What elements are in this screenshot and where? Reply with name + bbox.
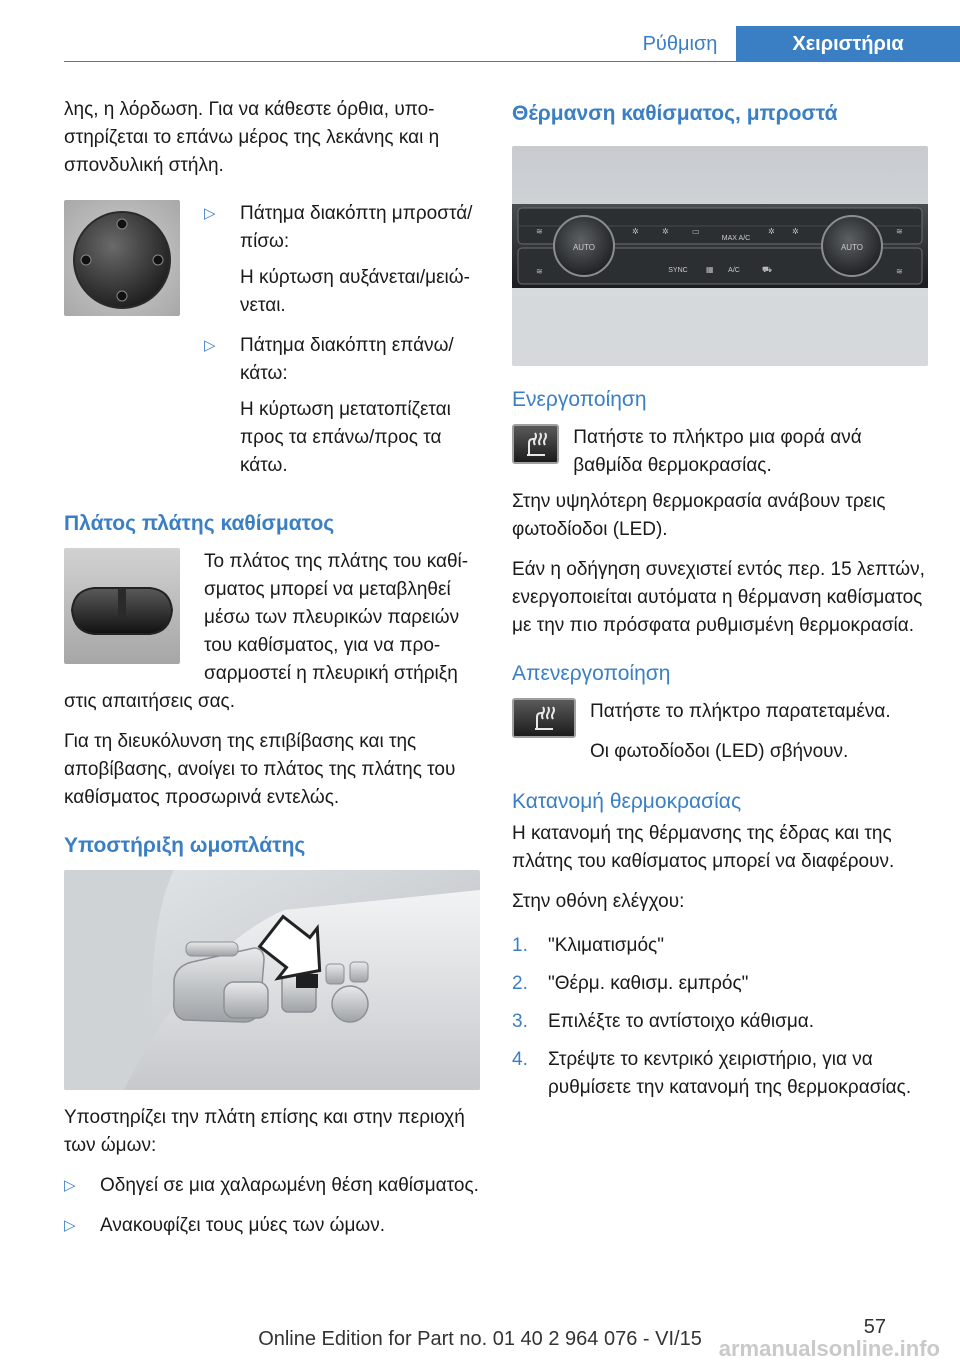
list-item <box>204 332 480 480</box>
list-item <box>64 1212 480 1240</box>
seat-heating-icon <box>512 424 559 464</box>
header-rule <box>64 61 960 62</box>
tab-setting[interactable]: Ρύθμιση <box>642 32 718 55</box>
svg-text:≋: ≋ <box>896 267 903 276</box>
width-text: Το πλάτος της πλάτης του καθίσματος μπορεί να μεταβληθεί μέσω των πλευρικών παρειών του καθίσματος, για να προσαρμοστεί η πλευρική στήριξη στις απαιτήσεις σας. <box>64 551 469 712</box>
deactivate-row <box>512 698 928 778</box>
edition-text: Online Edition for Part no. 01 40 2 964 076 - VI/15 <box>258 1328 702 1350</box>
width-heading: Πλάτος πλάτης καθίσματος <box>64 512 335 535</box>
triangle-right-icon: ▷ <box>204 337 216 354</box>
width-section <box>64 548 480 728</box>
distribution-heading: Κατανομή θερμοκρασίας <box>512 790 742 813</box>
climate-panel-image <box>512 146 928 366</box>
lumbar-section <box>64 200 480 492</box>
deactivate-text: Πατήστε το πλήκτρο παρατεταμένα. <box>590 701 891 722</box>
deactivate-text-2: Οι φωτοδίοδοι (LED) σβήνουν. <box>590 741 849 762</box>
shoulder-heading: Υποστήριξη ωμοπλάτης <box>64 834 306 857</box>
step-text: "Θέρμ. καθισμ. εμπρός" <box>548 973 749 994</box>
right-column <box>512 96 928 1112</box>
left-column <box>64 96 480 1252</box>
seat-control-image <box>64 870 480 1090</box>
svg-text:▦: ▦ <box>706 265 714 274</box>
activate-text-2: Στην υψηλότερη θερμοκρασία ανάβουν τρεις φωτοδίοδοι (LED). <box>512 491 886 540</box>
tab-controls[interactable]: Χειριστήρια <box>736 26 960 62</box>
step-text: "Κλιματισμός" <box>548 935 664 956</box>
width-text-2: Για τη διευκόλυνση της επιβίβασης και της αποβίβασης, ανοίγει το πλάτος της πλάτης του καθίσματος προσωρινά εντελώς. <box>64 731 456 808</box>
step-number: 2. <box>512 973 528 994</box>
seat-heating-icon <box>512 698 576 738</box>
list-item <box>204 200 480 320</box>
panel-label: SYNC <box>668 267 688 274</box>
shoulder-bullets <box>64 1172 480 1240</box>
activate-row <box>512 424 928 480</box>
deactivate-heading: Απενεργοποίηση <box>512 662 671 685</box>
seat-heating-heading: Θέρμανση καθίσματος, μπροστά <box>512 102 838 125</box>
triangle-right-icon: ▷ <box>64 1177 76 1194</box>
intro-text: λης, η λόρδωση. Για να κάθεστε όρθια, υποστηρίζεται το επάνω μέρος της λεκάνης και η σπονδυλική στήλη. <box>64 99 440 176</box>
bullet-sub: Η κύρτωση αυξάνεται/μειώνεται. <box>240 267 470 316</box>
activate-heading: Ενεργοποίηση <box>512 388 647 411</box>
svg-text:≋: ≋ <box>536 267 543 276</box>
list-item <box>64 1172 480 1200</box>
bullet-main: Πάτημα διακόπτη μπροστά/πίσω: <box>240 203 473 252</box>
distribution-text-2: Στην οθόνη ελέγχου: <box>512 891 685 912</box>
panel-label: A/C <box>728 267 740 274</box>
step-number: 3. <box>512 1011 528 1032</box>
panel-label: MAX A/C <box>721 235 751 242</box>
bullet-main: Οδηγεί σε μια χαλαρωμένη θέση καθίσματος. <box>100 1175 479 1196</box>
svg-text:✲: ✲ <box>792 227 799 236</box>
svg-text:≋: ≋ <box>536 227 543 236</box>
svg-text:≋: ≋ <box>896 227 903 236</box>
triangle-right-icon: ▷ <box>64 1217 76 1234</box>
list-item <box>512 1008 928 1036</box>
svg-text:✲: ✲ <box>768 227 775 236</box>
bullet-sub: Η κύρτωση μετατοπίζεται προς τα επάνω/προς τα κάτω. <box>240 399 451 476</box>
distribution-text: Η κατανομή της θέρμανσης της έδρας και της πλάτης του καθίσματος μπορεί να διαφέρουν. <box>512 823 895 872</box>
svg-text:✲: ✲ <box>662 227 669 236</box>
svg-text:▭: ▭ <box>692 227 700 236</box>
lumbar-switch-image <box>64 200 180 316</box>
step-text: Επιλέξτε το αντίστοιχο κάθισμα. <box>548 1011 815 1032</box>
list-item <box>512 1046 928 1102</box>
list-item <box>512 932 928 960</box>
svg-text:⛟: ⛟ <box>762 265 773 274</box>
steps-list <box>512 932 928 1102</box>
panel-label: AUTO <box>840 243 864 252</box>
list-item <box>512 970 928 998</box>
activate-text-3: Εάν η οδήγηση συνεχιστεί εντός περ. 15 λεπτών, ενεργοποιείται αυτόματα η θέρμανση καθίσματος με την πιο πρόσφατα ρυθμισμένη θερμοκρασία. <box>512 559 925 636</box>
shoulder-text: Υποστηρίζει την πλάτη επίσης και στην περιοχή των ώμων: <box>64 1107 465 1156</box>
step-number: 4. <box>512 1049 528 1070</box>
svg-text:✲: ✲ <box>632 227 639 236</box>
activate-text: Πατήστε το πλήκτρο μια φορά ανά βαθμίδα θερμοκρασίας. <box>573 427 862 476</box>
triangle-right-icon: ▷ <box>204 205 216 222</box>
panel-label: AUTO <box>572 243 596 252</box>
lumbar-bullets <box>204 200 480 492</box>
page-number: 57 <box>863 1316 886 1338</box>
step-text: Στρέψτε το κεντρικό χειριστήριο, για να ρυθμίσετε την κατανομή της θερμοκρασίας. <box>548 1049 912 1098</box>
bullet-main: Πάτημα διακόπτη επάνω/κάτω: <box>240 335 454 384</box>
step-number: 1. <box>512 935 528 956</box>
side-bolster-switch-image <box>64 548 180 664</box>
watermark: armanualsonline.info <box>718 1336 940 1361</box>
page-header <box>0 0 960 62</box>
bullet-main: Ανακουφίζει τους μύες των ώμων. <box>100 1215 386 1236</box>
